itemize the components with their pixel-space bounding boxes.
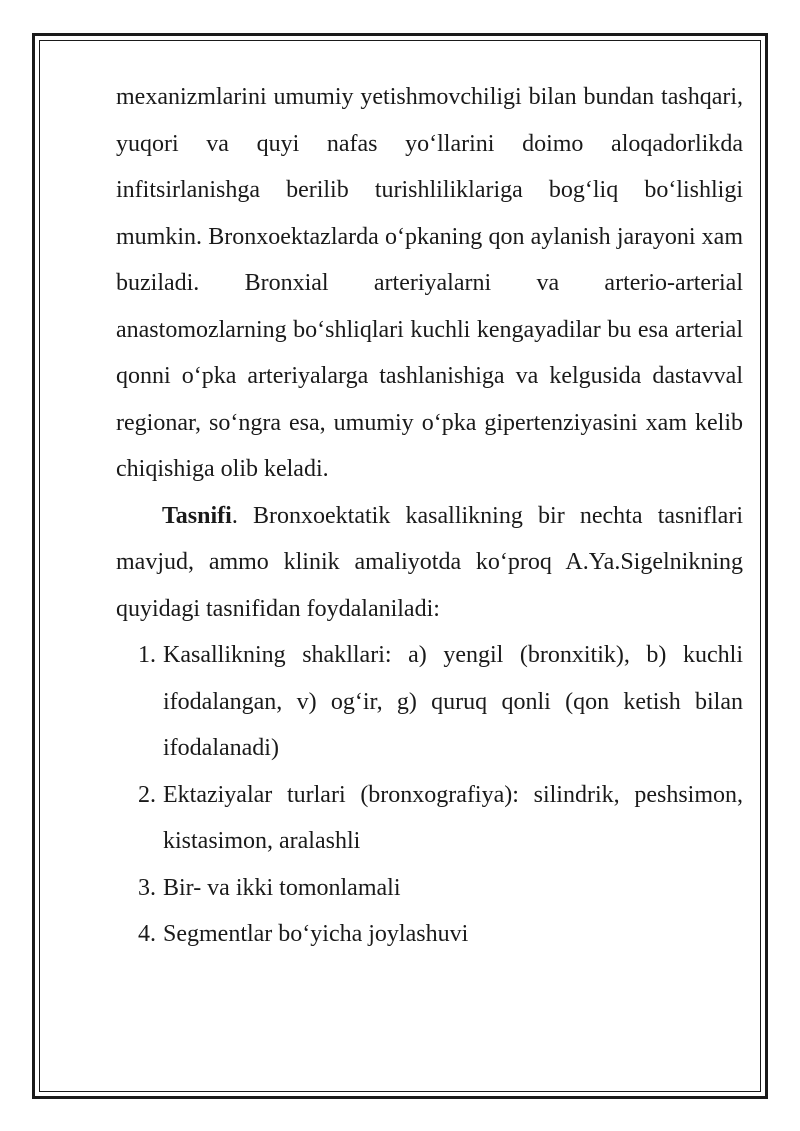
list-item-text: Ektaziyalar turlari (bronxografiya): silindrik, peshsimon, kistasimon, aralashli xyxy=(163,781,743,854)
list-item xyxy=(116,911,743,958)
list-number: 4. xyxy=(138,921,156,947)
list-item xyxy=(116,865,743,912)
classification-paragraph xyxy=(116,493,743,633)
list-item-text: Kasallikning shakllari: a) yengil (bronxitik), b) kuchli ifodalangan, v) og‘ir, g) quruq qonli (qon ketish bilan ifodalanadi) xyxy=(163,642,743,761)
document-body xyxy=(116,74,743,958)
list-number: 2. xyxy=(138,781,156,808)
list-item xyxy=(116,772,743,865)
list-number: 1. xyxy=(138,642,156,668)
list-number: 3. xyxy=(138,874,156,901)
list-item-text: Segmentlar bo‘yicha joylashuvi xyxy=(163,921,469,947)
section-heading: Tasnifi xyxy=(162,502,232,529)
list-item xyxy=(116,632,743,772)
classification-list xyxy=(116,632,743,958)
paragraph: mexanizmlarini umumiy yetishmovchiligi bilan bundan tashqari, yuqori va quyi nafas yo‘llarini doimo aloqadorlikda infitsirlanishga berilib turishliliklariga bog‘liq bo‘lishligi mumkin. Bronxoektazlarda o‘pkaning qon aylanish jarayoni xam buziladi. Bronxial arteriyalarni va arterio-arterial anastomozlarning bo‘shliqlari kuchli kengayadilar bu esa arterial qonni o‘pka arteriyalarga tashlanishiga va kelgusida dastavval regionar, so‘ngra esa, umumiy o‘pka gipertenziyasini xam kelib chiqishiga olib keladi. xyxy=(116,84,743,482)
list-item-text: Bir- va ikki tomonlamali xyxy=(163,874,401,901)
paragraph-text: . Bronxoektatik kasallikning bir nechta tasniflari mavjud, ammo klinik amaliyotda ko‘proq A.Ya.Sigelnikning quyidagi tasnifidan foydalaniladi: xyxy=(116,502,743,622)
